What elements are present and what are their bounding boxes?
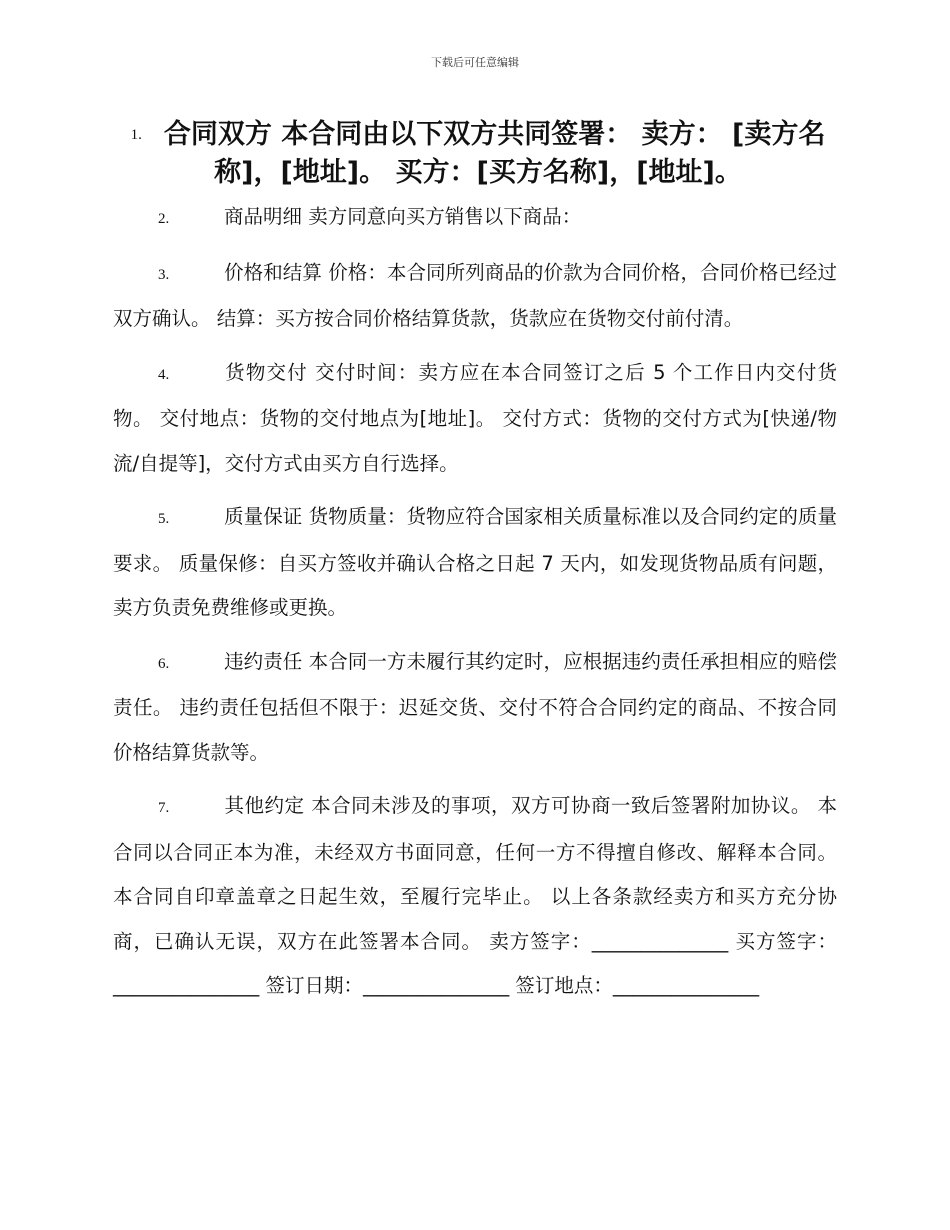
section-number: 2. xyxy=(158,211,170,227)
section-paragraph xyxy=(113,784,837,1009)
section-text: 货物交付 交付时间：卖方应在本合同签订之后 5 个工作日内交付货物。 交付地点：货物的交付地点为[地址]。 交付方式：货物的交付方式为[快递/物流/自提等]，交付方式由买方自行选择。 xyxy=(113,360,837,475)
section-text: 质量保证 货物质量：货物应符合国家相关质量标准以及合同约定的质量要求。 质量保修：自买方签收并确认合格之日起 7 天内，如发现货物品质有问题，卖方负责免费维修或更换。 xyxy=(113,505,837,619)
section-title: 合同双方 本合同由以下双方共同签署： 卖方： [卖方名称]，[地址]。 买方：[买方名称]，[地址]。 xyxy=(163,119,826,188)
section-number: 4. xyxy=(158,366,170,383)
section-text: 商品明细 卖方同意向买方销售以下商品： xyxy=(224,205,582,228)
section-text: 价格和结算 价格：本合同所列商品的价款为合同价格，合同价格已经过双方确认。 结算：买方按合同价格结算货款，货款应在货物交付前付清。 xyxy=(113,260,837,330)
section-text: 其他约定 本合同未涉及的事项，双方可协商一致后签署附加协议。 本合同以合同正本为准，未经双方书面同意，任何一方不得擅自修改、解释本合同。 本合同自印章盖章之日起生效，至履行完毕止。 以上各条款经卖方和买方充分协商，已确认无误，双方在此签署本合同。 卖方签字：______________ 买方签字：_______________ 签订日期：_______________ 签订地点：_______________ xyxy=(113,794,837,997)
section-paragraph xyxy=(113,351,837,487)
section-number: 6. xyxy=(158,655,170,672)
page-header: 下载后可任意编辑 xyxy=(431,56,519,69)
section-heading xyxy=(113,116,843,192)
section-number: 3. xyxy=(158,266,170,283)
section-paragraph xyxy=(113,251,837,342)
contract-body xyxy=(113,195,837,1018)
section-paragraph xyxy=(113,495,837,631)
section-paragraph xyxy=(113,195,837,242)
section-paragraph xyxy=(113,640,837,776)
section-number: 5. xyxy=(158,511,170,527)
section-number: 1. xyxy=(130,127,142,143)
section-text: 违约责任 本合同一方未履行其约定时，应根据违约责任承担相应的赔偿责任。 违约责任包括但不限于：迟延交货、交付不符合合同约定的商品、不按合同价格结算货款等。 xyxy=(113,649,837,764)
section-number: 7. xyxy=(158,800,170,816)
